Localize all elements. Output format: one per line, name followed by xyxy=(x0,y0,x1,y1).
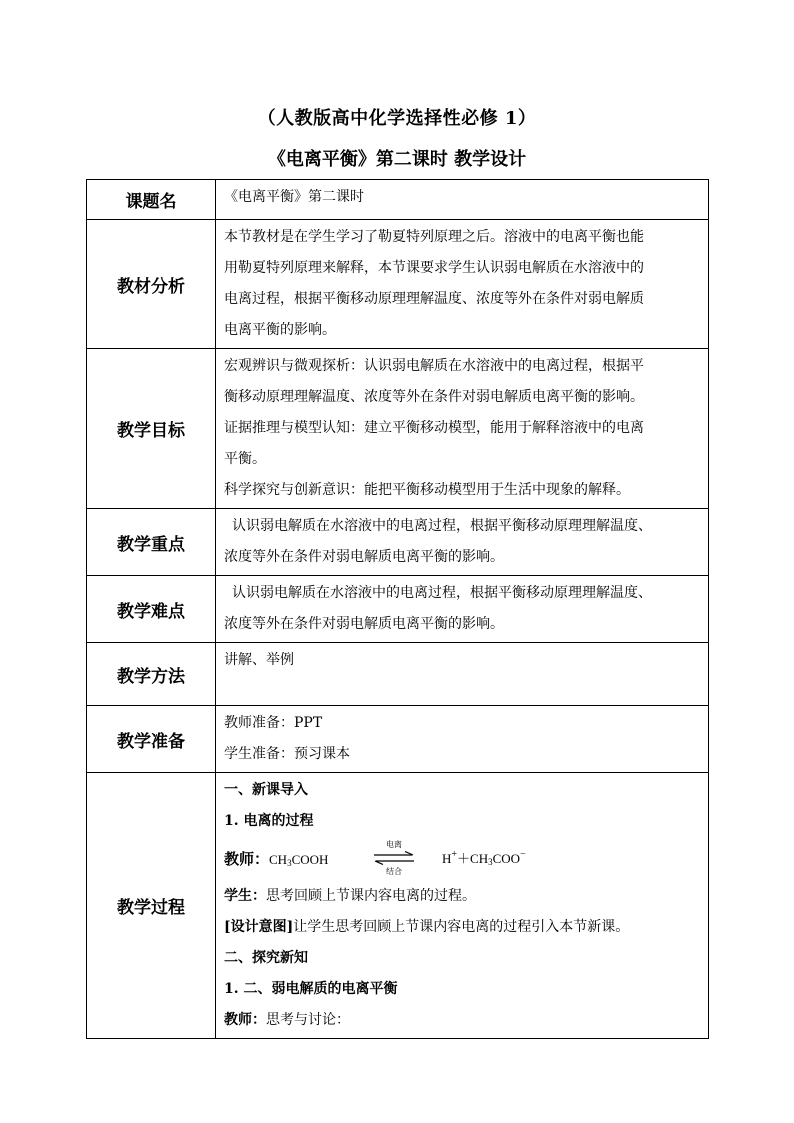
teacher-discussion: 教师：思考与讨论： xyxy=(224,1012,350,1028)
analysis-line: 电离过程，根据平衡移动原理理解温度、浓度等外在条件对弱电解质 xyxy=(224,291,644,307)
arrow-label-ionize: 电离 xyxy=(386,840,402,849)
methods-value: 讲解、举例 xyxy=(224,652,294,668)
goals-line: 证据推理与模型认知：建立平衡移动模型，能用于解释溶液中的电离 xyxy=(224,420,644,436)
difficulties-line: 认识弱电解质在水溶液中的电离过程，根据平衡移动原理理解温度、 xyxy=(232,585,652,601)
row-label-topic: 课题名 xyxy=(87,180,216,220)
student-response: 学生：思考回顾上节课内容电离的过程。 xyxy=(224,888,476,904)
row-value-topic xyxy=(216,180,709,220)
subsection-ionization-process: 1. 电离的过程 xyxy=(224,813,314,829)
keypoints-line: 认识弱电解质在水溶液中的电离过程，根据平衡移动原理理解温度、 xyxy=(232,518,652,534)
document-title: 《电离平衡》第二课时 教学设计 xyxy=(267,149,527,170)
arrow-label-combine: 结合 xyxy=(386,867,402,876)
row-label-preparation: 教学准备 xyxy=(87,706,216,773)
table-row-analysis xyxy=(87,220,709,349)
row-value-difficulties xyxy=(216,576,709,643)
row-value-methods xyxy=(216,643,709,706)
product-formulas: $H^++CH_3COO^-$ xyxy=(442,849,526,867)
difficulties-line: 浓度等外在条件对弱电解质电离平衡的影响。 xyxy=(224,616,504,632)
analysis-line: 本节教材是在学生学习了勒夏特列原理之后。溶液中的电离平衡也能 xyxy=(224,229,644,245)
analysis-line: 用勒夏特列原理来解释，本节课要求学生认识弱电解质在水溶液中的 xyxy=(224,260,644,276)
section-explore: 二、探究新知 xyxy=(224,950,308,966)
reversible-arrow-icon xyxy=(372,851,416,865)
lesson-plan-table xyxy=(86,179,709,1039)
table-row-topic xyxy=(87,180,709,220)
ionization-equation xyxy=(224,837,702,881)
student-preparation: 学生准备：预习课本 xyxy=(224,746,350,762)
table-row-keypoints xyxy=(87,509,709,576)
table-row-difficulties xyxy=(87,576,709,643)
row-value-process xyxy=(216,773,709,1039)
row-value-analysis xyxy=(216,220,709,349)
edition-heading: （人教版高中化学选择性必修 1） xyxy=(257,108,537,129)
row-value-preparation xyxy=(216,706,709,773)
row-label-goals: 教学目标 xyxy=(87,349,216,509)
goals-line: 宏观辨识与微观探析：认识弱电解质在水溶液中的电离过程，根据平 xyxy=(224,358,644,374)
row-label-process: 教学过程 xyxy=(87,773,216,1039)
goals-line: 衡移动原理理解温度、浓度等外在条件对弱电解质电离平衡的影响。 xyxy=(224,389,644,405)
table-row-process xyxy=(87,773,709,1039)
goals-line: 平衡。 xyxy=(224,451,266,467)
row-value-goals xyxy=(216,349,709,509)
analysis-line: 电离平衡的影响。 xyxy=(224,322,336,338)
table-row-preparation xyxy=(87,706,709,773)
row-label-methods: 教学方法 xyxy=(87,643,216,706)
teacher-label: 教师： xyxy=(224,850,270,868)
section-new-lesson: 一、新课导入 xyxy=(224,782,308,798)
row-label-analysis: 教材分析 xyxy=(87,220,216,349)
table-row-goals xyxy=(87,349,709,509)
row-label-difficulties: 教学难点 xyxy=(87,576,216,643)
design-intent: [设计意图]让学生思考回顾上节课内容电离的过程引入本节新课。 xyxy=(224,919,630,935)
row-value-keypoints xyxy=(216,509,709,576)
goals-line: 科学探究与创新意识：能把平衡移动模型用于生活中现象的解释。 xyxy=(224,482,630,498)
subsection-weak-electrolyte: 1. 二、弱电解质的电离平衡 xyxy=(224,981,398,997)
teacher-preparation: 教师准备：PPT xyxy=(224,715,323,731)
row-label-keypoints: 教学重点 xyxy=(87,509,216,576)
topic-value: 《电离平衡》第二课时 xyxy=(224,189,364,205)
equilibrium-arrow xyxy=(372,840,416,878)
reactant-formula: $CH_3COOH$ xyxy=(269,852,329,868)
keypoints-line: 浓度等外在条件对弱电解质电离平衡的影响。 xyxy=(224,549,504,565)
table-row-methods xyxy=(87,643,709,706)
